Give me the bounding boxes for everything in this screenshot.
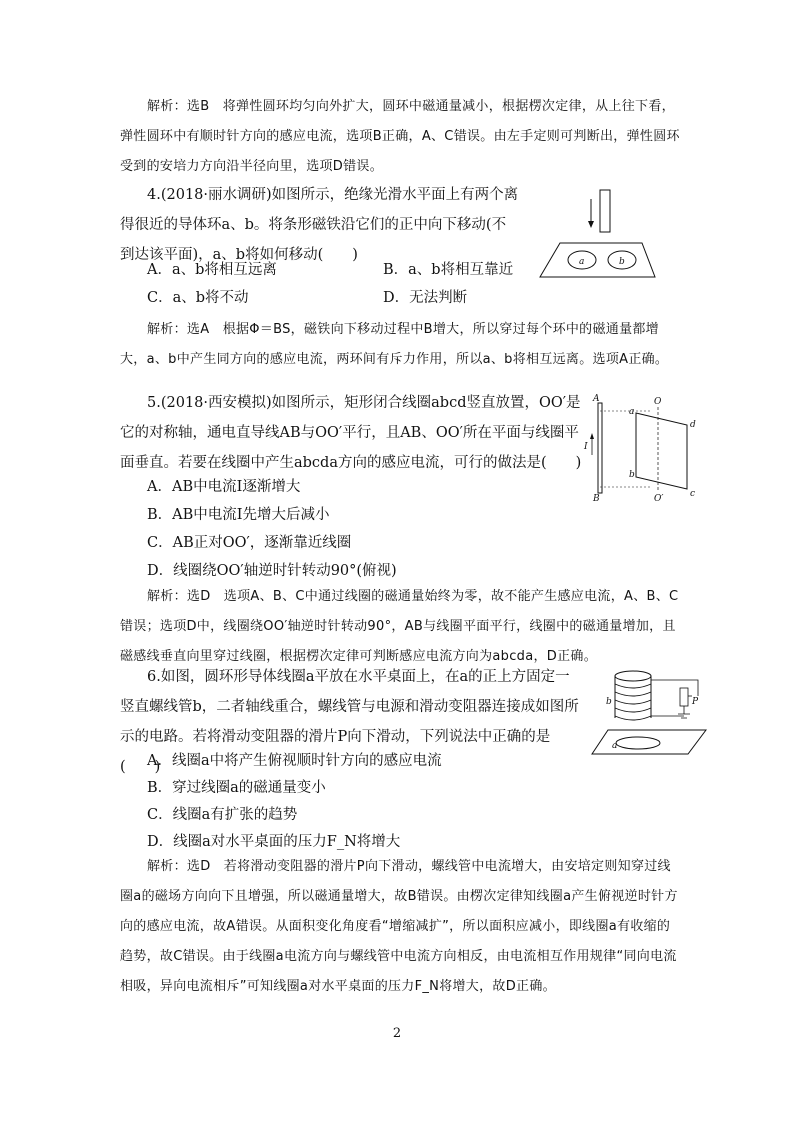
label-d: d	[690, 420, 696, 430]
table-plane	[540, 243, 655, 277]
label-c: c	[690, 489, 696, 499]
label-O: O	[654, 397, 662, 407]
label-b: b	[629, 470, 635, 480]
question-4: 4.(2018·丽水调研)如图所示，绝缘光滑水平面上有两个离得很近的导体环a、b。将条形磁铁沿它们的正中向下移动(不到达该平面)，a、b将如何移动( )	[120, 187, 519, 263]
solenoid-coils	[615, 684, 651, 720]
rheostat	[680, 688, 688, 706]
q4-option-d: D．无法判断	[383, 290, 468, 306]
q5-option-a: A．AB中电流I逐渐增大	[147, 479, 301, 495]
label-b: b	[606, 697, 612, 707]
q5-option-c: C．AB正对OO′，逐渐靠近线圈	[147, 535, 352, 551]
q6-option-d: D．线圈a对水平桌面的压力F_N将增大	[147, 834, 401, 850]
answer-6: 解析：选D 若将滑动变阻器的滑片P向下滑动，螺线管中电流增大，由安培定则知穿过线圈a的磁场方向向下且增强，所以磁通量增大，故B错误。由楞次定律知线圈a产生俯视逆时针方向的感应电流，故A错误。从面积变化角度看“增缩减扩”，所以面积应减小，即线圈a有收缩的趋势，故C错误。由于线圈a电流方向与螺线管中电流方向相反，由电流相互作用规律“同向电流相吸，异向电流相斥”可知线圈a对水平桌面的压力F_N将增大，故D正确。	[120, 859, 678, 994]
question-5: 5.(2018·西安模拟)如图所示，矩形闭合线圈abcd竖直放置，OO′是它的对称轴，通电直导线AB与OO′平行，且AB、OO′所在平面与线圈平面垂直。若要在线圈中产生abcda方向的感应电流，可行的做法是( )	[120, 395, 582, 471]
label-I: I	[584, 442, 588, 452]
rect-coil-abcd	[636, 413, 687, 489]
q4-option-c: C．a、b将不动	[147, 290, 249, 306]
ring-b-label: b	[619, 257, 625, 267]
q5-option-b: B．AB中电流I先增大后减小	[147, 507, 330, 523]
q6-option-c: C．线圈a有扩张的趋势	[147, 807, 298, 823]
ring-a	[616, 737, 660, 749]
bar-magnet	[600, 190, 610, 232]
table-plane	[592, 730, 706, 754]
label-A: A	[593, 394, 600, 404]
arrow-head	[588, 221, 594, 228]
q4-option-a: A．a、b将相互远离	[147, 262, 277, 278]
page-number: 2	[392, 1026, 402, 1041]
figure-4-magnet-rings	[530, 185, 660, 285]
answer-5: 解析：选D 选项A、B、C中通过线圈的磁通量始终为零，故不能产生感应电流，A、B、C错误；选项D中，线圈绕OO′轴逆时针转动90°，AB与线圈平面平行，线圈中的磁通量增加，且磁感线垂直向里穿过线圈，根据楞次定律可判断感应电流方向为abcda，D正确。	[120, 589, 679, 664]
q5-option-d: D．线圈绕OO′轴逆时针转动90°(俯视)	[147, 563, 397, 579]
q4-option-b: B．a、b将相互靠近	[383, 262, 514, 278]
q6-option-b: B．穿过线圈a的磁通量变小	[147, 780, 326, 796]
answer-4: 解析：选A 根据Φ＝BS，磁铁向下移动过程中B增大，所以穿过每个环中的磁通量都增大，a、b中产生同方向的感应电流，两环间有斥力作用，所以a、b将相互远离。选项A正确。	[120, 322, 669, 367]
label-a: a	[629, 407, 635, 417]
figure-5-wire-coil	[584, 393, 702, 505]
label-B: B	[593, 494, 600, 504]
solenoid-top	[615, 671, 651, 681]
label-O-prime: O′	[654, 494, 664, 504]
question-6: 6.如图，圆环形导体线圈a平放在水平桌面上，在a的正上方固定一竖直螺线管b，二者轴线重合，螺线管与电源和滑动变阻器连接成如图所示的电路。若将滑动变阻器的滑片P向下滑动，下列说法中正确的是( )	[120, 669, 579, 775]
ring-a-label: a	[579, 257, 585, 267]
straight-wire-ab	[598, 403, 602, 493]
battery-icon	[651, 706, 690, 718]
label-a: a	[612, 741, 618, 751]
figure-6-solenoid-ring	[588, 668, 708, 760]
answer-3: 解析：选B 将弹性圆环均匀向外扩大，圆环中磁通量减小，根据楞次定律，从上往下看，弹性圆环中有顺时针方向的感应电流，选项B正确，A、C错误。由左手定则可判断出，弹性圆环受到的安培力方向沿半径向里，选项D错误。	[120, 99, 680, 174]
q6-option-a: A．线圈a中将产生俯视顺时针方向的感应电流	[147, 753, 442, 769]
label-P: P	[692, 697, 699, 707]
